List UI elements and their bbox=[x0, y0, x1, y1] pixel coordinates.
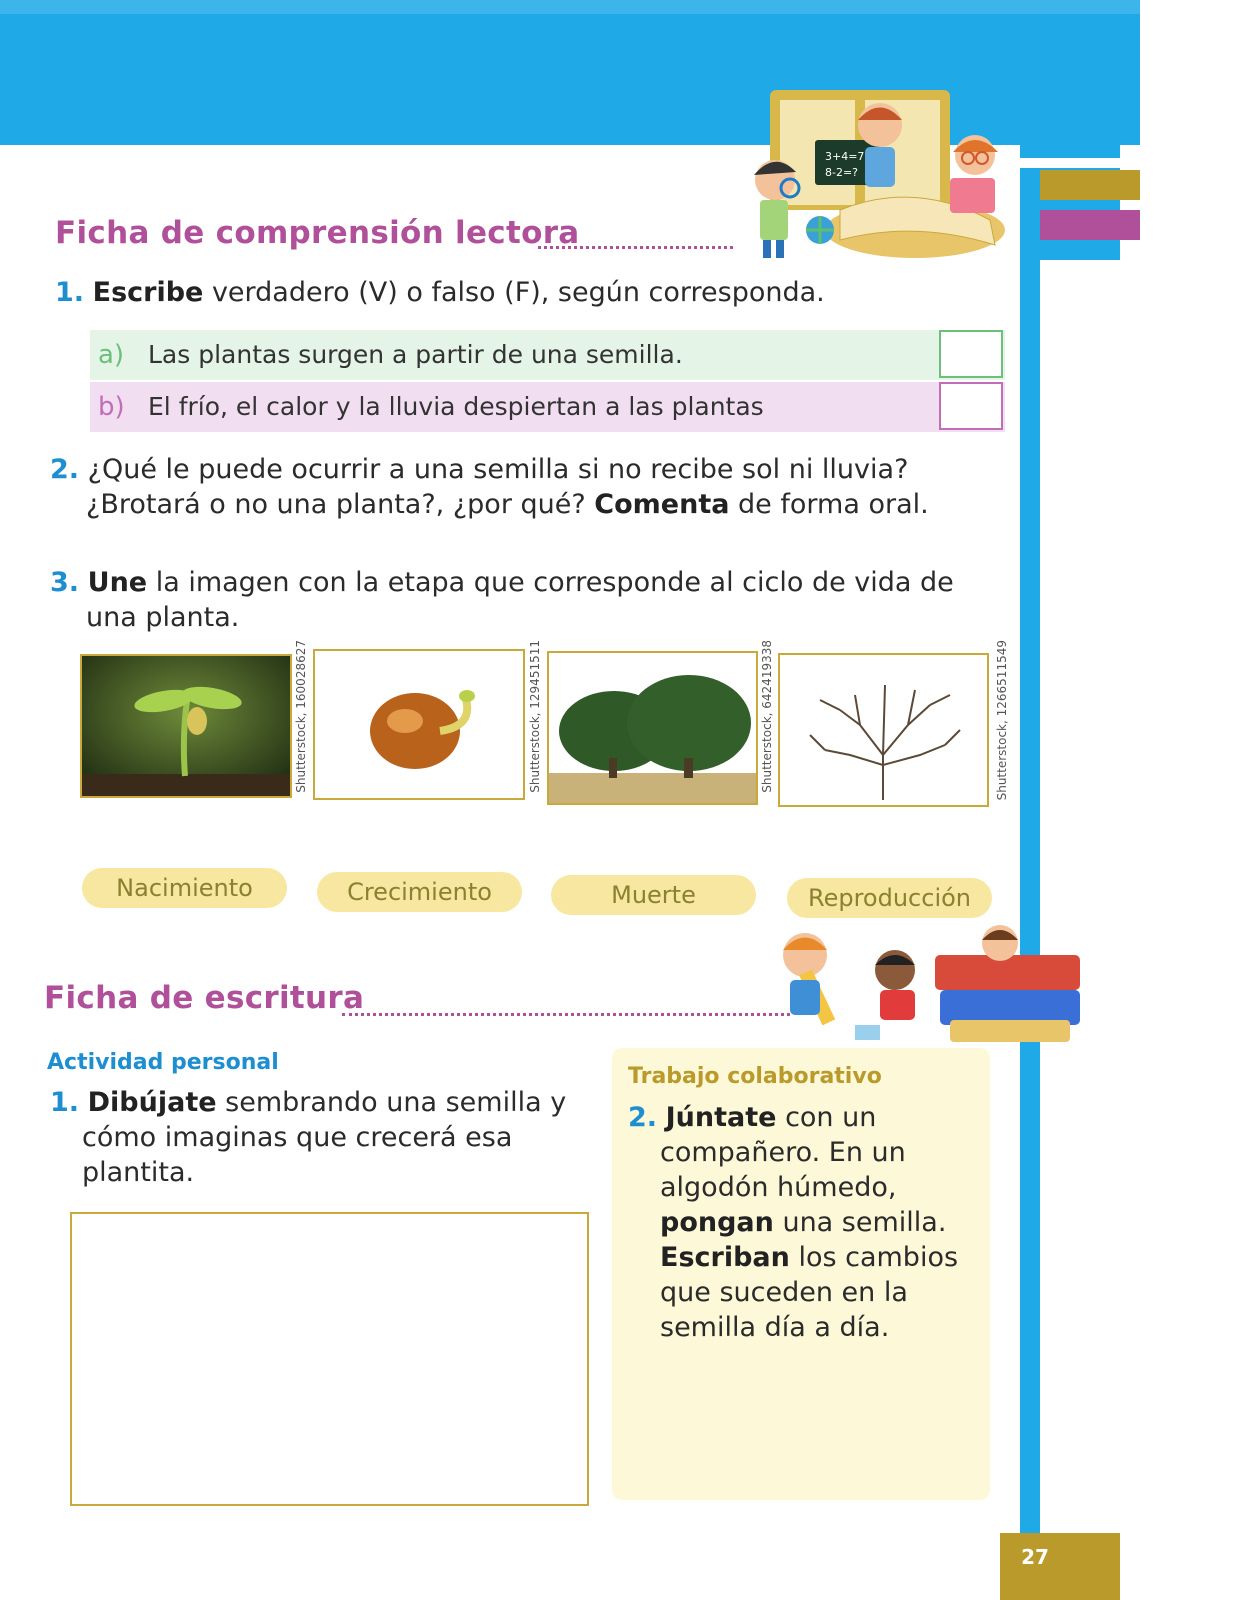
answer-box-b[interactable] bbox=[939, 382, 1003, 430]
question-line: la imagen con la etapa que corresponde al ciclo de vida de bbox=[147, 567, 954, 598]
instruction-verb: Dibújate bbox=[87, 1087, 217, 1118]
question-line: de forma oral. bbox=[729, 489, 929, 520]
question-line: plantita. bbox=[82, 1157, 195, 1188]
question-2 bbox=[50, 452, 929, 522]
question-number: 1. bbox=[50, 1087, 80, 1118]
instruction-verb: Une bbox=[87, 567, 148, 598]
question-1 bbox=[55, 275, 825, 310]
stage-label-muerte[interactable]: Muerte bbox=[551, 875, 756, 915]
question-line: ¿Qué le puede ocurrir a una semilla si no recibe sol ni lluvia? bbox=[87, 454, 909, 485]
question-line: con un bbox=[776, 1102, 877, 1133]
stage-label-crecimiento[interactable]: Crecimiento bbox=[317, 872, 522, 912]
instruction-verb: Júntate bbox=[665, 1102, 777, 1133]
collaborative-heading: Trabajo colaborativo bbox=[628, 1064, 882, 1089]
photo-credit: Shutterstock, 160028627 bbox=[294, 640, 308, 793]
magenta-tab bbox=[1040, 210, 1140, 240]
question-line: algodón húmedo, bbox=[660, 1172, 897, 1203]
question-line: los cambios bbox=[789, 1242, 959, 1273]
true-false-row-a bbox=[90, 330, 1005, 380]
seed-image bbox=[315, 651, 523, 798]
top-band-edge bbox=[0, 0, 1140, 14]
drawing-area[interactable] bbox=[70, 1212, 589, 1506]
stage-label-nacimiento[interactable]: Nacimiento bbox=[82, 868, 287, 908]
trees-photo bbox=[547, 651, 758, 805]
statement-text: El frío, el calor y la lluvia despiertan a las plantas bbox=[148, 392, 764, 421]
seedling-photo bbox=[80, 654, 292, 798]
kids-books-illustration bbox=[770, 925, 1080, 1045]
item-letter: b) bbox=[98, 392, 125, 422]
page-number: 27 bbox=[1021, 1545, 1049, 1569]
stage-label-reproduccion[interactable]: Reproducción bbox=[787, 878, 992, 918]
dead-tree-photo bbox=[778, 653, 989, 807]
writing-section-title: Ficha de escritura bbox=[44, 980, 365, 1016]
question-line: una planta. bbox=[86, 602, 240, 633]
question-text: verdadero (V) o falso (F), según corresponda. bbox=[203, 277, 825, 308]
personal-question bbox=[50, 1085, 566, 1190]
question-line: ¿Brotará o no una planta?, ¿por qué? bbox=[86, 489, 595, 520]
question-number: 2. bbox=[628, 1102, 658, 1133]
answer-box-a[interactable] bbox=[939, 330, 1003, 378]
instruction-verb: pongan bbox=[660, 1207, 774, 1238]
dead-tree-image bbox=[780, 655, 987, 805]
right-band-divider bbox=[1020, 158, 1140, 168]
right-margin-strip bbox=[1040, 260, 1140, 1550]
question-number: 3. bbox=[50, 567, 80, 598]
svg-text:8-2=?: 8-2=? bbox=[825, 166, 859, 179]
question-line: una semilla. bbox=[773, 1207, 947, 1238]
svg-text:3+4=7: 3+4=7 bbox=[825, 150, 865, 163]
question-line: que suceden en la bbox=[660, 1277, 908, 1308]
personal-activity-heading: Actividad personal bbox=[47, 1050, 279, 1075]
question-line: semilla día a día. bbox=[660, 1312, 890, 1343]
instruction-verb: Escribe bbox=[92, 277, 204, 308]
gold-tab bbox=[1040, 170, 1140, 200]
collaborative-question bbox=[628, 1100, 958, 1345]
item-letter: a) bbox=[98, 340, 125, 370]
reading-section-title: Ficha de comprensión lectora bbox=[55, 215, 580, 251]
question-line: sembrando una semilla y bbox=[216, 1087, 567, 1118]
true-false-row-b bbox=[90, 382, 1005, 432]
question-number: 1. bbox=[55, 277, 85, 308]
instruction-verb: Comenta bbox=[594, 489, 730, 520]
statement-text: Las plantas surgen a partir de una semilla. bbox=[148, 340, 683, 369]
trees-image bbox=[549, 653, 756, 803]
seed-photo bbox=[313, 649, 525, 800]
photo-credit: Shutterstock, 129451511 bbox=[528, 640, 542, 793]
photo-credit: Shutterstock, 642419338 bbox=[760, 640, 774, 793]
question-number: 2. bbox=[50, 454, 80, 485]
photo-credit: Shutterstock, 1266511549 bbox=[995, 640, 1009, 801]
question-line: cómo imaginas que crecerá esa bbox=[82, 1122, 513, 1153]
title-dotted-line bbox=[538, 246, 733, 249]
title-dotted-line bbox=[342, 1013, 790, 1016]
kids-reading-illustration bbox=[730, 80, 1010, 265]
question-3 bbox=[50, 565, 954, 635]
instruction-verb: Escriban bbox=[660, 1242, 790, 1273]
question-line: compañero. En un bbox=[660, 1137, 906, 1168]
seedling-image bbox=[82, 656, 290, 796]
